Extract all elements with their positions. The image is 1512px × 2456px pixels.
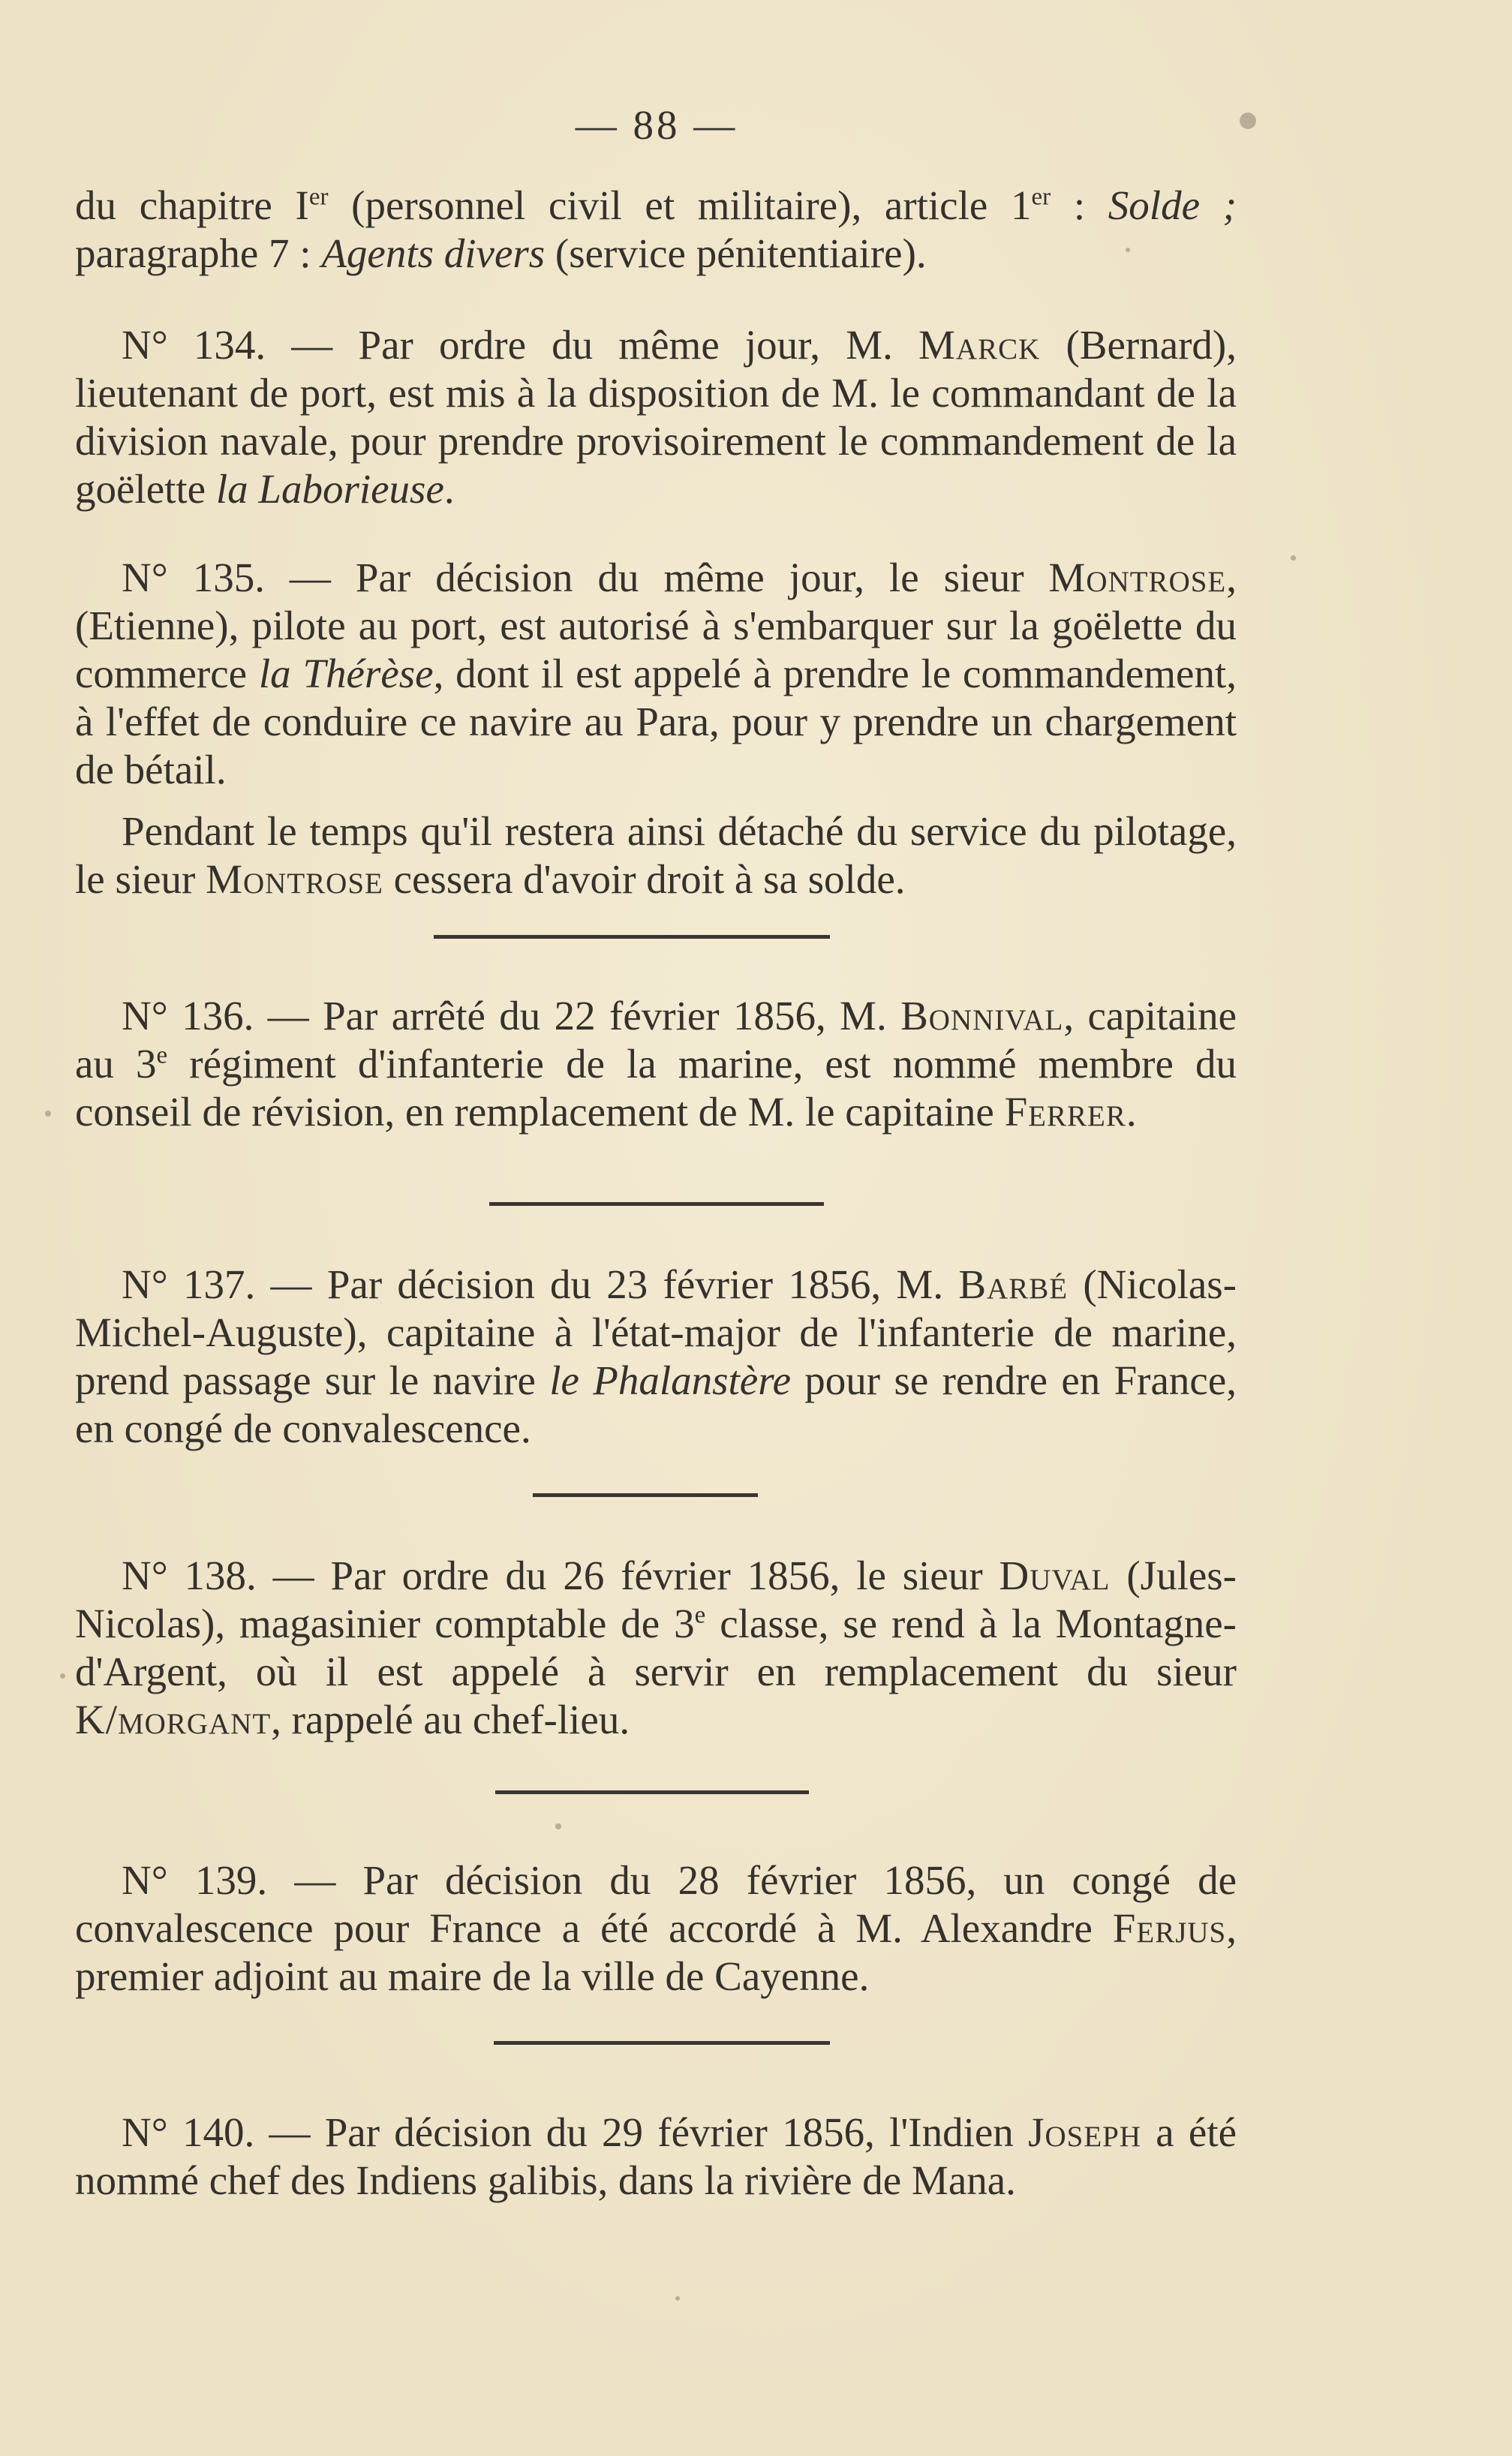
entry-number: N° 139.	[122, 1857, 268, 1903]
entry-137: N° 137. — Par décision du 23 février 1856, M. Barbé (Nicolas-Michel-Auguste), capitaine à l'état-major de l'infanterie de marine, prend passage sur le navire le Phalanstère pour se rendre en France, en congé de convalescence.	[75, 1261, 1237, 1451]
intro-paragraph: du chapitre Ier (personnel civil et militaire), article 1er : Solde ; paragraphe 7 : Agents divers (service pénitentiaire).	[75, 182, 1237, 276]
ship-name: la Thérèse	[258, 651, 434, 696]
entry-number: N° 136.	[122, 993, 254, 1039]
entry-number: N° 137.	[122, 1261, 256, 1307]
person-name: Ferjus	[1112, 1905, 1227, 1951]
entry-136: N° 136. — Par arrêté du 22 février 1856, M. Bonnival, capitaine au 3e régiment d'infanterie de la marine, est nommé membre du conseil de révision, en remplacement de M. le capitaine Ferrer.	[75, 993, 1237, 1135]
paper-speck	[60, 1673, 65, 1679]
person-name: Montrose	[206, 856, 383, 902]
separator-rule	[495, 1790, 809, 1794]
entry-135: N° 135. — Par décision du même jour, le sieur Montrose, (Etienne), pilote au port, est autorisé à s'embarquer sur la goëlette du commerce la Thérèse, dont il est appelé à prendre le commandement, à l'effet de conduire ce navire au Para, pour y prendre un chargement de bétail. Pendant le temps qu'il restera ainsi détaché du service du pilotage, le sieur Montrose cessera d'avoir droit à sa solde.	[75, 555, 1237, 902]
paper-speck	[45, 1111, 51, 1117]
entry-139: N° 139. — Par décision du 28 février 1856, un congé de convalescence pour France a été accordé à M. Alexandre Ferjus, premier adjoint au maire de la ville de Cayenne.	[75, 1857, 1237, 1999]
separator-rule	[434, 935, 830, 939]
entry-134: N° 134. — Par ordre du même jour, M. Marck (Bernard), lieutenant de port, est mis à la disposition de M. le commandant de la division navale, pour prendre provisoirement le commandement de la goëlette la Laborieuse.	[75, 322, 1237, 512]
paper-speck	[1240, 113, 1256, 129]
person-name: Duval	[999, 1553, 1111, 1598]
person-name: Barbé	[958, 1261, 1069, 1307]
separator-rule	[489, 1202, 824, 1206]
person-name: K/morgant	[75, 1697, 272, 1742]
entry-number: N° 135.	[122, 555, 265, 600]
person-name: Marck	[918, 322, 1041, 368]
entry-number: N° 140.	[122, 2109, 255, 2155]
paper-speck	[555, 1823, 561, 1829]
paper-speck	[675, 2296, 680, 2301]
separator-rule	[533, 1493, 758, 1497]
entry-number: N° 138.	[122, 1553, 257, 1598]
entry-138: N° 138. — Par ordre du 26 février 1856, le sieur Duval (Jules-Nicolas), magasinier comptable de 3e classe, se rend à la Montagne-d'Argent, où il est appelé à servir en remplacement du sieur K/morgant, rappelé au chef-lieu.	[75, 1553, 1237, 1742]
paper-speck	[1291, 555, 1296, 561]
ship-name: le Phalanstère	[549, 1357, 791, 1403]
entry-number: N° 134.	[122, 322, 266, 368]
person-name: Joseph	[1028, 2109, 1141, 2155]
ship-name: la Laborieuse	[215, 466, 444, 512]
paper-speck	[1126, 248, 1130, 252]
person-name: Montrose	[1048, 555, 1227, 600]
entry-140: N° 140. — Par décision du 29 février 1856, l'Indien Joseph a été nommé chef des Indiens galibis, dans la rivière de Mana.	[75, 2109, 1237, 2203]
page-number: — 88 —	[575, 102, 738, 148]
separator-rule	[494, 2041, 830, 2045]
person-name: Ferrer	[1004, 1089, 1126, 1135]
person-name: Bonnival	[900, 993, 1064, 1039]
